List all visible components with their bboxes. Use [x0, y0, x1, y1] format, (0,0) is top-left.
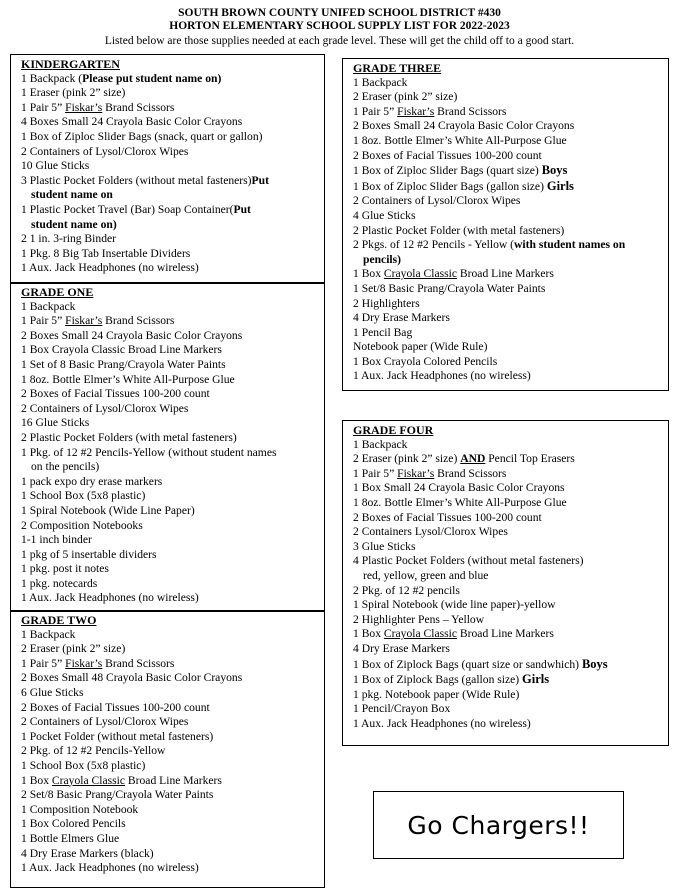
supply-item: 1 Box Crayola Classic Broad Line Markers — [21, 343, 222, 357]
supply-item: 2 Boxes of Facial Tissues 100-200 count — [353, 148, 542, 162]
item-text: Broad Line Markers — [125, 773, 222, 787]
supply-item — [353, 554, 668, 569]
item-text: 1 Backpack ( — [21, 71, 83, 85]
supply-item: Notebook paper (Wide Rule) — [353, 340, 488, 354]
supply-item: 1 Pocket Folder (without metal fasteners) — [21, 729, 214, 743]
supply-item: 1 Backpack — [353, 75, 408, 89]
item-text: 1 Box of Ziplock Bags (quart size or sandwhich) — [353, 657, 582, 671]
supply-item: 1 Backpack — [21, 299, 76, 313]
supply-item: 1 pkg of 5 insertable dividers — [21, 547, 157, 561]
emphasis-text: Please put student name on) — [82, 71, 222, 85]
supply-item: 4 Glue Sticks — [353, 208, 416, 222]
supply-item — [353, 657, 668, 673]
supply-list — [21, 300, 324, 606]
supply-item: 1 Box Colored Pencils — [21, 817, 126, 831]
supply-item: 2 Boxes of Facial Tissues 100-200 count — [353, 510, 542, 524]
grade-four-section — [342, 420, 669, 746]
supply-item — [353, 238, 668, 253]
supply-item: 1 Box Crayola Colored Pencils — [353, 354, 498, 368]
supply-item: 2 Composition Notebooks — [21, 518, 143, 532]
brand-name: Crayola Classic — [383, 627, 458, 641]
supply-item: 2 Containers of Lysol/Clorox Wipes — [353, 194, 521, 208]
item-text: Brand Scissors — [102, 314, 175, 328]
item-text: Broad Line Markers — [457, 267, 554, 281]
item-text: Brand Scissors — [434, 104, 507, 118]
supply-item: 4 Dry Erase Markers — [353, 641, 450, 655]
item-text: 1 Box of Ziploc Slider Bags (quart size) — [353, 164, 542, 178]
supply-item: 2 Pkg. of 12 #2 Pencils-Yellow — [21, 744, 166, 758]
supply-item: 1 Bottle Elmers Glue — [21, 831, 120, 845]
item-text: Brand Scissors — [434, 466, 507, 480]
supply-list — [21, 72, 324, 276]
supply-item: 2 Containers of Lysol/Clorox Wipes — [21, 401, 189, 415]
item-text: Brand Scissors — [102, 656, 175, 670]
supply-item: 1 pkg. notecards — [21, 576, 98, 590]
supply-item: 1 Aux. Jack Headphones (no wireless) — [21, 861, 199, 875]
brand-name: Fiskar’s — [397, 104, 435, 118]
supply-item: 2 Highlighter Pens – Yellow — [353, 612, 485, 626]
grade-one-section — [10, 282, 325, 612]
supply-item — [21, 72, 324, 87]
group-label: Girls — [522, 672, 550, 687]
brand-name: Fiskar’s — [65, 100, 103, 114]
supply-item: 1 School Box (5x8 plastic) — [21, 489, 146, 503]
item-text: 3 Plastic Pocket Folders (without metal fasteners) — [21, 173, 252, 187]
item-text: 1 Pkg. of 12 #2 Pencils-Yellow (without student names — [21, 445, 277, 459]
brand-name: Fiskar’s — [65, 314, 103, 328]
emphasis-text: with student names on — [514, 238, 626, 252]
list-intro: Listed below are those supplies needed at each grade level. These will get the child off to a good start. — [104, 35, 575, 47]
supply-list — [21, 628, 324, 876]
group-label: Boys — [541, 163, 568, 178]
item-text: 1 Box — [21, 773, 52, 787]
group-label: Boys — [581, 656, 608, 671]
brand-name: Fiskar’s — [65, 656, 103, 670]
grade-two-section — [10, 610, 325, 888]
supply-item — [21, 446, 324, 461]
item-text: 1 Box — [353, 267, 384, 281]
supply-item — [21, 774, 324, 789]
supply-item: 2 Containers of Lysol/Clorox Wipes — [21, 144, 189, 158]
section-title: GRADE FOUR — [353, 423, 434, 437]
item-text: 1 Pair 5” — [21, 100, 66, 114]
emphasis-text: Put — [233, 202, 251, 216]
section-title: GRADE ONE — [21, 285, 94, 299]
supply-item — [353, 672, 668, 688]
supply-item: 2 Boxes of Facial Tissues 100-200 count — [21, 387, 210, 401]
supply-item: 2 Plastic Pocket Folder (with metal fasteners) — [353, 223, 565, 237]
supply-item: 4 Dry Erase Markers (black) — [21, 846, 154, 860]
supply-item: 1 Pencil Bag — [353, 325, 413, 339]
item-text: 1 Pair 5” — [353, 104, 398, 118]
supply-item-continued: student name on — [31, 188, 113, 202]
supply-item: 1 School Box (5x8 plastic) — [21, 758, 146, 772]
section-title: GRADE TWO — [21, 613, 97, 627]
supply-item-continued: pencils) — [363, 252, 402, 266]
supply-item — [21, 203, 324, 218]
supply-item: 1 Set/8 Basic Prang/Crayola Water Paints — [353, 281, 546, 295]
supply-item — [353, 467, 668, 482]
supply-item: 1 8oz. Bottle Elmer’s White All-Purpose Glue — [21, 372, 235, 386]
supply-item: 2 Containers Lysol/Clorox Wipes — [353, 525, 508, 539]
supply-list — [353, 438, 668, 732]
supply-item: 1 Box Small 24 Crayola Basic Color Crayons — [353, 481, 565, 495]
grade-three-section — [342, 58, 669, 391]
supply-item: 2 Boxes Small 24 Crayola Basic Color Crayons — [353, 119, 575, 133]
supply-item: 1 Eraser (pink 2” size) — [21, 86, 126, 100]
section-title: KINDERGARTEN — [21, 57, 120, 71]
section-title: GRADE THREE — [353, 61, 442, 75]
brand-name: Crayola Classic — [383, 267, 458, 281]
item-text: 1 Plastic Pocket Travel (Bar) Soap Container( — [21, 202, 234, 216]
supply-item — [353, 267, 668, 282]
supply-item: 1-1 inch binder — [21, 533, 92, 547]
item-text: 1 Pair 5” — [21, 656, 66, 670]
supply-item: 1 Backpack — [353, 437, 408, 451]
supply-item — [353, 179, 668, 195]
supply-item-continued: student name on) — [31, 217, 117, 231]
supply-item: 1 8oz. Bottle Elmer’s White All-Purpose Glue — [353, 495, 567, 509]
supply-item: 1 Box of Ziploc Slider Bags (snack, quart or gallon) — [21, 129, 263, 143]
supply-item: 2 1 in. 3-ring Binder — [21, 232, 116, 246]
go-chargers-banner: Go Chargers!! — [373, 791, 624, 859]
supply-item: 2 Eraser (pink 2” size) — [353, 90, 458, 104]
supply-item — [353, 452, 668, 467]
supply-list — [353, 76, 668, 384]
supply-item: 1 Pencil/Crayon Box — [353, 702, 451, 716]
kindergarten-section — [10, 54, 325, 284]
supply-item: 2 Boxes of Facial Tissues 100-200 count — [21, 700, 210, 714]
supply-item: 3 Glue Sticks — [353, 539, 416, 553]
emphasis-text: Put — [251, 173, 269, 187]
supply-item: 2 Boxes Small 24 Crayola Basic Color Crayons — [21, 328, 243, 342]
brand-name: Fiskar’s — [397, 466, 435, 480]
supply-item-continued: red, yellow, green and blue — [363, 568, 489, 582]
item-text: Broad Line Markers — [457, 627, 554, 641]
supply-item: 1 Backpack — [21, 627, 76, 641]
supply-item — [21, 657, 324, 672]
district-title: SOUTH BROWN COUNTY UNIFED SCHOOL DISTRICT #430 — [178, 7, 501, 19]
supply-item: 6 Glue Sticks — [21, 685, 84, 699]
supply-item — [21, 314, 324, 329]
supply-item: 1 Spiral Notebook (Wide Line Paper) — [21, 503, 195, 517]
item-text: 1 Pair 5” — [21, 314, 66, 328]
supply-item: 4 Dry Erase Markers — [353, 311, 450, 325]
supply-item: 4 Boxes Small 24 Crayola Basic Color Crayons — [21, 115, 243, 129]
list-title: HORTON ELEMENTARY SCHOOL SUPPLY LIST FOR 2022-2023 — [169, 20, 510, 32]
supply-item — [21, 174, 324, 189]
item-text: 1 Box of Ziplock Bags (gallon size) — [353, 673, 523, 687]
group-label: Girls — [546, 178, 574, 193]
supply-item: 1 Pkg. 8 Big Tab Insertable Dividers — [21, 246, 191, 260]
supply-item: 1 Aux. Jack Headphones (no wireless) — [21, 591, 199, 605]
supply-item: 1 Set of 8 Basic Prang/Crayola Water Paints — [21, 357, 226, 371]
supply-item: 1 Aux. Jack Headphones (no wireless) — [353, 716, 531, 730]
supply-item: 2 Set/8 Basic Prang/Crayola Water Paints — [21, 788, 214, 802]
supply-item: 1 8oz. Bottle Elmer’s White All-Purpose Glue — [353, 133, 567, 147]
supply-item — [353, 627, 668, 642]
supply-item: 16 Glue Sticks — [21, 416, 90, 430]
supply-item — [353, 105, 668, 120]
item-text: Brand Scissors — [102, 100, 175, 114]
supply-item: 2 Boxes Small 48 Crayola Basic Color Crayons — [21, 671, 243, 685]
supply-item: 1 Composition Notebook — [21, 802, 139, 816]
emphasis-text: AND — [460, 452, 486, 466]
item-text: 1 Box of Ziploc Slider Bags (gallon size) — [353, 179, 547, 193]
supply-item — [21, 101, 324, 116]
supply-item: 2 Containers of Lysol/Clorox Wipes — [21, 715, 189, 729]
supply-item: 1 Aux. Jack Headphones (no wireless) — [353, 369, 531, 383]
supply-item: 1 Spiral Notebook (wide line paper)-yellow — [353, 598, 556, 612]
supply-item: 1 pkg. Notebook paper (Wide Rule) — [353, 687, 520, 701]
supply-item: 1 pkg. post it notes — [21, 562, 109, 576]
supply-item — [353, 163, 668, 179]
supply-item: 2 Eraser (pink 2” size) — [21, 642, 126, 656]
item-text: 2 Eraser (pink 2” size) — [353, 452, 461, 466]
item-text: 2 Pkgs. of 12 #2 Pencils - Yellow ( — [353, 238, 515, 252]
supply-item: 2 Highlighters — [353, 296, 420, 310]
supply-item: 1 pack expo dry erase markers — [21, 474, 163, 488]
supply-item: 10 Glue Sticks — [21, 159, 90, 173]
item-text: 1 Box — [353, 627, 384, 641]
supply-item: 1 Aux. Jack Headphones (no wireless) — [21, 261, 199, 275]
item-text: Pencil Top Erasers — [485, 452, 575, 466]
supply-item: 2 Plastic Pocket Folders (with metal fasteners) — [21, 430, 237, 444]
item-text: 4 Plastic Pocket Folders (without metal fasteners) — [353, 554, 584, 568]
supply-item-continued: on the pencils) — [31, 460, 100, 474]
supply-item: 2 Pkg. of 12 #2 pencils — [353, 583, 460, 597]
brand-name: Crayola Classic — [51, 773, 126, 787]
item-text: 1 Pair 5” — [353, 466, 398, 480]
